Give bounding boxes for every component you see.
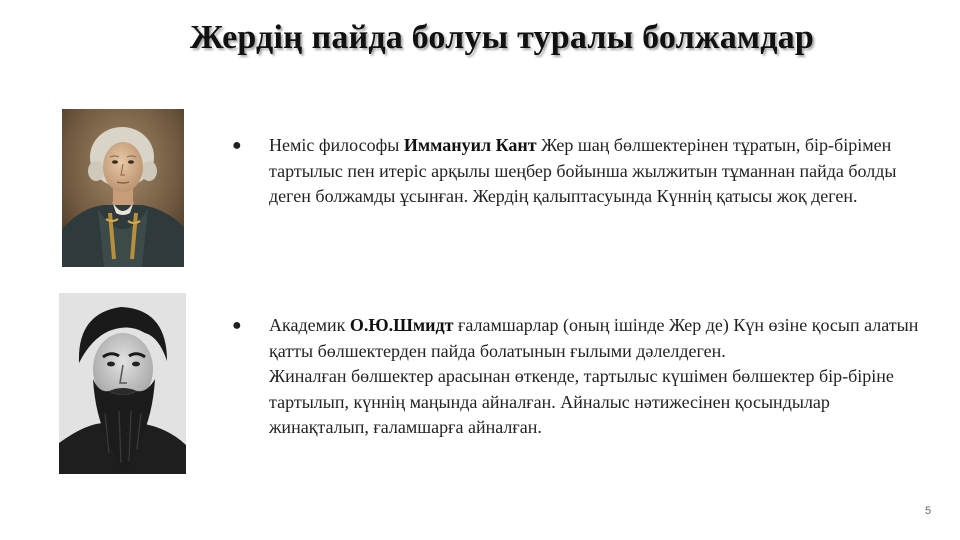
bullet-body: Жер шаң бөлшектерінен тұратын, бір-бірімен тартылыс пен итеріс арқылы шеңбер бойынша жылжитын тұманнан пайда болды деген болжамды ұсынған. Жердің қалыптасуында Күннің қатысы жоқ деген. <box>269 135 897 206</box>
kant-portrait <box>62 109 184 267</box>
page-number: 5 <box>925 505 932 517</box>
schmidt-portrait <box>59 293 186 474</box>
scientist-name: О.Ю.Шмидт <box>349 315 454 335</box>
bullet-kant <box>232 133 922 210</box>
bullet-text <box>269 313 922 441</box>
slide-title: Жердің пайда болуы туралы болжамдар <box>190 19 814 56</box>
bullet-marker: ● <box>232 317 242 334</box>
bullet-schmidt <box>232 313 922 441</box>
bullet-prefix: Академик <box>269 315 350 335</box>
kant-portrait-image <box>62 109 184 267</box>
schmidt-portrait-image <box>59 293 186 474</box>
bullet-continuation: Жиналған бөлшектер арасынан өткенде, тартылыс күшімен бөлшектер бір-біріне тартылып, күннің маңында айналған. Айналыс нәтижесінен қосындылар жинақталып, ғаламшарға айналған. <box>269 366 894 437</box>
bullet-text <box>269 133 922 210</box>
bullet-body: ғаламшарлар (оның ішінде Жер де) Күн өзіне қосып алатын қатты бөлшектерден пайда болатынын ғылыми дәлелдеген. <box>269 315 919 361</box>
scientist-name: Иммануил Кант <box>403 135 537 155</box>
bullet-prefix: Неміс философы <box>269 135 404 155</box>
bullet-marker: ● <box>232 137 242 154</box>
